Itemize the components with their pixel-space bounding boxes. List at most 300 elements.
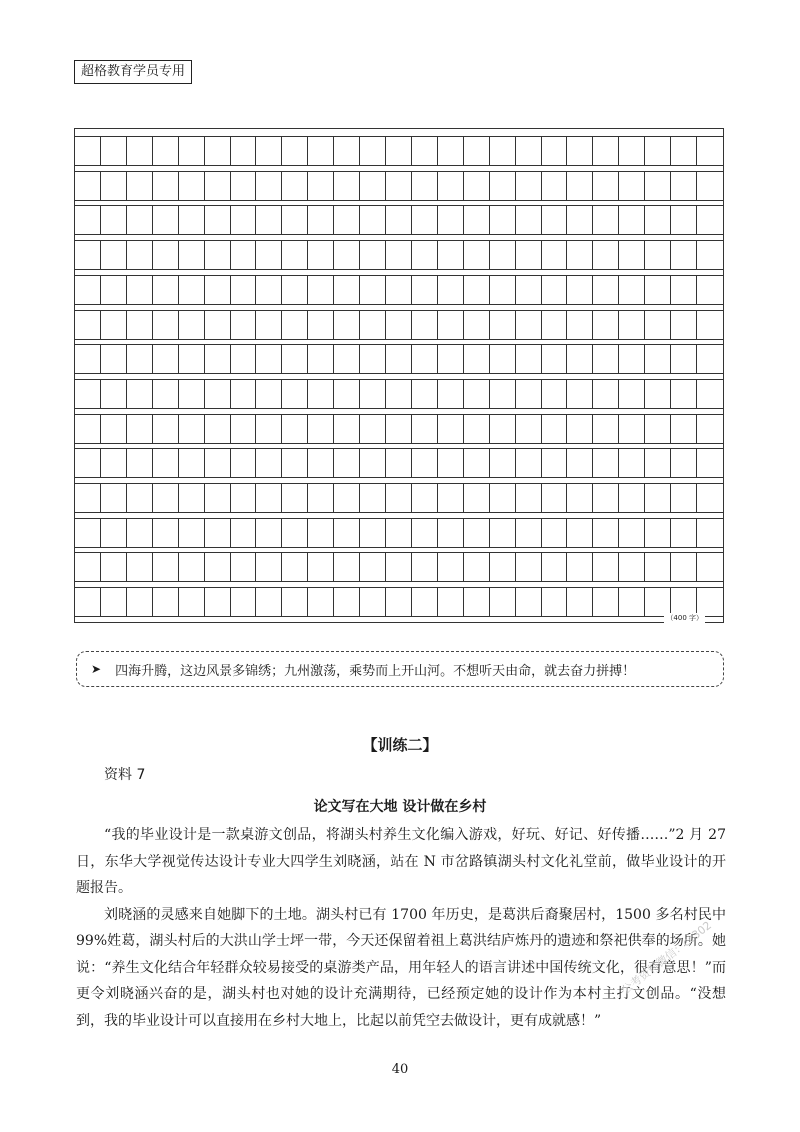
grid-cell <box>360 276 386 304</box>
grid-cell <box>153 519 179 547</box>
grid-cell <box>567 276 593 304</box>
grid-cell <box>593 345 619 373</box>
grid-cell <box>101 449 127 477</box>
grid-row <box>75 344 723 374</box>
grid-cell <box>179 137 205 165</box>
grid-cell <box>412 276 438 304</box>
grid-cell <box>101 311 127 339</box>
grid-cell <box>412 137 438 165</box>
grid-cell <box>438 276 464 304</box>
grid-cell <box>101 276 127 304</box>
grid-cell <box>75 588 101 616</box>
grid-cell <box>282 241 308 269</box>
grid-cell <box>75 241 101 269</box>
grid-cell <box>179 484 205 512</box>
grid-cell <box>438 241 464 269</box>
grid-cell <box>516 449 542 477</box>
grid-cell <box>75 519 101 547</box>
grid-cell <box>231 553 257 581</box>
grid-cell <box>153 276 179 304</box>
grid-cell <box>412 206 438 234</box>
grid-cell <box>542 172 568 200</box>
grid-cell <box>308 519 334 547</box>
grid-cell <box>282 553 308 581</box>
grid-cell <box>308 276 334 304</box>
grid-cell <box>256 276 282 304</box>
grid-cell <box>645 345 671 373</box>
grid-cell <box>256 380 282 408</box>
grid-cell <box>101 588 127 616</box>
grid-cell <box>179 276 205 304</box>
grid-cell <box>127 553 153 581</box>
grid-cell <box>567 241 593 269</box>
grid-cell <box>412 415 438 443</box>
grid-cell <box>256 172 282 200</box>
grid-cell <box>101 345 127 373</box>
grid-cell <box>282 519 308 547</box>
grid-cell <box>697 241 723 269</box>
grid-cell <box>516 519 542 547</box>
grid-cell <box>619 137 645 165</box>
grid-cell <box>282 206 308 234</box>
grid-cell <box>308 415 334 443</box>
grid-cell <box>127 588 153 616</box>
grid-cell <box>671 241 697 269</box>
grid-cell <box>127 206 153 234</box>
grid-cell <box>593 137 619 165</box>
grid-cell <box>619 519 645 547</box>
grid-cell <box>256 137 282 165</box>
grid-cell <box>334 380 360 408</box>
grid-cell <box>542 276 568 304</box>
grid-cell <box>697 519 723 547</box>
grid-row <box>75 379 723 409</box>
grid-cell <box>231 241 257 269</box>
grid-cell <box>153 449 179 477</box>
grid-row <box>75 518 723 548</box>
grid-cell <box>412 449 438 477</box>
grid-cell <box>231 276 257 304</box>
grid-cell <box>464 241 490 269</box>
grid-cell <box>205 449 231 477</box>
grid-cell <box>464 415 490 443</box>
grid-cell <box>516 241 542 269</box>
grid-cell <box>645 553 671 581</box>
grid-cell <box>153 415 179 443</box>
grid-cell <box>360 519 386 547</box>
grid-cell <box>567 311 593 339</box>
grid-cell <box>542 519 568 547</box>
grid-cell <box>593 172 619 200</box>
grid-cell <box>205 276 231 304</box>
grid-cell <box>153 345 179 373</box>
grid-cell <box>542 415 568 443</box>
student-only-stamp: 超格教育学员专用 <box>74 60 192 84</box>
grid-cell <box>308 484 334 512</box>
grid-cell <box>75 380 101 408</box>
grid-cell <box>516 172 542 200</box>
grid-cell <box>386 345 412 373</box>
grid-cell <box>516 137 542 165</box>
grid-cell <box>334 415 360 443</box>
grid-cell <box>567 588 593 616</box>
grid-row <box>75 171 723 201</box>
grid-cell <box>360 345 386 373</box>
grid-cell <box>360 137 386 165</box>
grid-cell <box>75 206 101 234</box>
grid-cell <box>231 415 257 443</box>
grid-cell <box>542 449 568 477</box>
grid-cell <box>490 276 516 304</box>
grid-cell <box>645 137 671 165</box>
grid-cell <box>360 172 386 200</box>
grid-cell <box>153 206 179 234</box>
grid-cell <box>334 206 360 234</box>
arrow-bullet-icon: ➤ <box>91 662 102 676</box>
grid-cell <box>179 241 205 269</box>
grid-cell <box>619 449 645 477</box>
grid-row <box>75 136 723 166</box>
grid-cell <box>412 172 438 200</box>
grid-cell <box>619 380 645 408</box>
grid-row <box>75 310 723 340</box>
grid-cell <box>412 380 438 408</box>
grid-cell <box>101 137 127 165</box>
grid-cell <box>490 206 516 234</box>
grid-cell <box>490 484 516 512</box>
grid-cell <box>593 206 619 234</box>
grid-cell <box>593 484 619 512</box>
grid-cell <box>645 311 671 339</box>
grid-cell <box>386 206 412 234</box>
grid-cell <box>256 588 282 616</box>
grid-cell <box>645 276 671 304</box>
grid-cell <box>101 380 127 408</box>
grid-cell <box>386 380 412 408</box>
grid-cell <box>153 137 179 165</box>
grid-cell <box>490 380 516 408</box>
grid-cell <box>516 276 542 304</box>
grid-cell <box>179 345 205 373</box>
grid-cell <box>75 484 101 512</box>
grid-cell <box>231 380 257 408</box>
grid-cell <box>438 519 464 547</box>
grid-cell <box>516 311 542 339</box>
motto-box <box>76 651 724 687</box>
grid-cell <box>464 276 490 304</box>
grid-cell <box>516 484 542 512</box>
grid-row <box>75 414 723 444</box>
grid-cell <box>334 519 360 547</box>
grid-cell <box>542 553 568 581</box>
grid-cell <box>75 449 101 477</box>
grid-cell <box>282 345 308 373</box>
grid-cell <box>75 553 101 581</box>
grid-cell <box>645 519 671 547</box>
grid-cell <box>671 449 697 477</box>
grid-cell <box>464 172 490 200</box>
grid-cell <box>542 345 568 373</box>
grid-cell <box>153 588 179 616</box>
grid-cell <box>153 484 179 512</box>
grid-cell <box>101 553 127 581</box>
grid-cell <box>205 380 231 408</box>
watermark: 公考资料微信：cc302 <box>619 918 714 997</box>
grid-cell <box>231 206 257 234</box>
grid-cell <box>127 137 153 165</box>
grid-cell <box>127 519 153 547</box>
grid-cell <box>101 172 127 200</box>
grid-cell <box>567 449 593 477</box>
grid-cell <box>360 415 386 443</box>
grid-cell <box>386 241 412 269</box>
grid-row <box>75 205 723 235</box>
grid-cell <box>619 415 645 443</box>
grid-cell <box>619 311 645 339</box>
grid-cell <box>179 380 205 408</box>
grid-cell <box>127 415 153 443</box>
grid-cell <box>619 172 645 200</box>
grid-cell <box>179 519 205 547</box>
grid-row <box>75 552 723 582</box>
grid-cell <box>127 241 153 269</box>
grid-cell <box>179 588 205 616</box>
grid-cell <box>516 380 542 408</box>
grid-cell <box>360 380 386 408</box>
grid-cell <box>127 172 153 200</box>
section-title: 【训练二】 <box>362 736 438 754</box>
grid-cell <box>697 311 723 339</box>
grid-cell <box>256 415 282 443</box>
grid-row <box>75 483 723 513</box>
grid-cell <box>412 241 438 269</box>
grid-cell <box>256 484 282 512</box>
grid-cell <box>671 519 697 547</box>
grid-cell <box>386 172 412 200</box>
grid-cell <box>671 206 697 234</box>
grid-cell <box>75 311 101 339</box>
grid-cell <box>256 206 282 234</box>
grid-cell <box>464 137 490 165</box>
grid-cell <box>438 588 464 616</box>
grid-cell <box>282 137 308 165</box>
grid-cell <box>231 588 257 616</box>
grid-cell <box>438 553 464 581</box>
grid-cell <box>205 311 231 339</box>
grid-cell <box>386 449 412 477</box>
grid-cell <box>671 553 697 581</box>
grid-cell <box>386 415 412 443</box>
grid-cell <box>231 172 257 200</box>
grid-cell <box>490 553 516 581</box>
grid-cell <box>438 345 464 373</box>
grid-cell <box>412 588 438 616</box>
grid-cell <box>282 311 308 339</box>
grid-cell <box>619 241 645 269</box>
grid-cell <box>334 241 360 269</box>
grid-cell <box>593 519 619 547</box>
grid-cell <box>671 415 697 443</box>
grid-cell <box>593 276 619 304</box>
grid-cell <box>231 137 257 165</box>
grid-cell <box>490 449 516 477</box>
grid-cell <box>438 172 464 200</box>
grid-cell <box>645 415 671 443</box>
grid-cell <box>334 553 360 581</box>
grid-cell <box>256 241 282 269</box>
grid-cell <box>567 380 593 408</box>
grid-cell <box>205 415 231 443</box>
grid-cell <box>697 415 723 443</box>
grid-cell <box>490 137 516 165</box>
grid-cell <box>671 484 697 512</box>
grid-cell <box>490 241 516 269</box>
grid-cell <box>490 345 516 373</box>
grid-cell <box>671 345 697 373</box>
grid-cell <box>567 553 593 581</box>
grid-cell <box>567 137 593 165</box>
grid-cell <box>671 311 697 339</box>
grid-cell <box>645 588 671 616</box>
grid-cell <box>127 345 153 373</box>
grid-cell <box>179 553 205 581</box>
grid-cell <box>671 380 697 408</box>
grid-cell <box>308 345 334 373</box>
grid-cell <box>567 345 593 373</box>
grid-cell <box>542 206 568 234</box>
grid-cell <box>179 415 205 443</box>
grid-cell <box>308 311 334 339</box>
grid-cell <box>360 206 386 234</box>
grid-cell <box>256 519 282 547</box>
grid-cell <box>645 484 671 512</box>
article-title: 论文写在大地 设计做在乡村 <box>313 799 487 815</box>
grid-cell <box>412 311 438 339</box>
grid-cell <box>256 345 282 373</box>
grid-cell <box>308 553 334 581</box>
grid-cell <box>282 172 308 200</box>
grid-cell <box>697 276 723 304</box>
grid-cell <box>360 311 386 339</box>
grid-cell <box>593 241 619 269</box>
grid-cell <box>205 172 231 200</box>
grid-cell <box>464 484 490 512</box>
grid-cell <box>464 519 490 547</box>
grid-cell <box>205 588 231 616</box>
grid-cell <box>542 137 568 165</box>
grid-cell <box>697 206 723 234</box>
grid-cell <box>697 172 723 200</box>
grid-cell <box>282 276 308 304</box>
grid-cell <box>205 484 231 512</box>
grid-cell <box>438 380 464 408</box>
grid-cell <box>542 311 568 339</box>
grid-cell <box>645 241 671 269</box>
grid-cell <box>542 484 568 512</box>
grid-cell <box>75 345 101 373</box>
grid-cell <box>593 588 619 616</box>
grid-cell <box>464 311 490 339</box>
grid-cell <box>127 449 153 477</box>
grid-cell <box>464 380 490 408</box>
grid-cell <box>490 172 516 200</box>
grid-cell <box>542 241 568 269</box>
grid-cell <box>516 588 542 616</box>
grid-cell <box>101 484 127 512</box>
grid-cell <box>438 484 464 512</box>
page-number: 40 <box>391 1062 409 1077</box>
grid-cell <box>464 588 490 616</box>
grid-cell <box>360 553 386 581</box>
grid-cell <box>308 241 334 269</box>
grid-cell <box>308 137 334 165</box>
paragraph: 刘晓涵的灵感来自她脚下的土地。湖头村已有 1700 年历史，是葛洪后裔聚居村，1500 多名村民中 99%姓葛，湖头村后的大洪山学士坪一带，今天还保留着祖上葛洪结庐炼丹的遗迹和祭祀供奉的场所。她说：“养生文化结合年轻群众较易接受的桌游类产品，用年轻人的语言讲述中国传统文化，很有意思！”而更令刘晓涵兴奋的是，湖头村也对她的设计充满期待，已经预定她的设计作为本村主打文创品。“没想到，我的毕业设计可以直接用在乡村大地上，比起以前凭空去做设计，更有成就感！” <box>76 906 726 1029</box>
grid-cell <box>697 484 723 512</box>
grid-cell <box>438 311 464 339</box>
grid-cell <box>334 276 360 304</box>
grid-cell <box>231 519 257 547</box>
grid-cell <box>697 553 723 581</box>
grid-cell <box>282 588 308 616</box>
grid-cell <box>542 588 568 616</box>
grid-cell <box>619 484 645 512</box>
composition-writing-grid <box>74 128 724 623</box>
word-count-label: （400 字） <box>666 614 703 622</box>
grid-cell <box>179 206 205 234</box>
grid-cell <box>386 588 412 616</box>
grid-cell <box>308 449 334 477</box>
grid-cell <box>127 484 153 512</box>
article-body <box>76 822 726 1034</box>
grid-cell <box>360 588 386 616</box>
grid-cell <box>205 345 231 373</box>
grid-cell <box>645 449 671 477</box>
grid-cell <box>645 206 671 234</box>
grid-cell <box>205 241 231 269</box>
paragraph: “我的毕业设计是一款桌游文创品，将湖头村养生文化编入游戏，好玩、好记、好传播……”2 月 27 日，东华大学视觉传达设计专业大四学生刘晓涵，站在 N 市岔路镇湖头村文化礼堂前，做毕业设计的开题报告。 <box>76 827 726 896</box>
grid-cell <box>334 172 360 200</box>
grid-cell <box>567 415 593 443</box>
grid-cell <box>619 553 645 581</box>
grid-cell <box>386 519 412 547</box>
grid-cell <box>593 415 619 443</box>
grid-cell <box>127 276 153 304</box>
grid-cell <box>697 380 723 408</box>
grid-cell <box>386 276 412 304</box>
grid-cell <box>697 137 723 165</box>
grid-cell <box>697 588 723 616</box>
grid-cell <box>153 311 179 339</box>
grid-cell <box>153 172 179 200</box>
grid-cell <box>127 380 153 408</box>
grid-cell <box>516 345 542 373</box>
grid-cell <box>412 345 438 373</box>
grid-cell <box>386 553 412 581</box>
grid-cell <box>490 588 516 616</box>
grid-row <box>75 275 723 305</box>
grid-cell <box>231 449 257 477</box>
grid-cell <box>153 380 179 408</box>
grid-cell <box>308 588 334 616</box>
grid-cell <box>256 311 282 339</box>
grid-cell <box>334 345 360 373</box>
grid-cell <box>464 449 490 477</box>
grid-cell <box>231 345 257 373</box>
grid-cell <box>386 484 412 512</box>
grid-cell <box>75 172 101 200</box>
grid-row <box>75 587 723 617</box>
grid-cell <box>697 345 723 373</box>
